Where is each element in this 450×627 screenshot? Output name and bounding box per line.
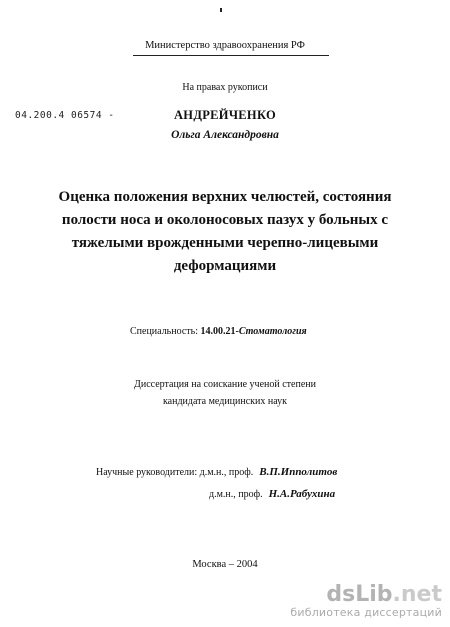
header-rule [133,55,329,56]
supervisor-line-1 [96,466,337,478]
specialty-field: Стоматология [238,326,307,337]
specialty-line [130,326,307,337]
watermark-logo [290,584,442,606]
watermark-logo-domain: .net [392,582,442,607]
supervisor-name-2: Н.А.Рабухина [268,488,336,500]
supervisor-2-prefix: д.м.н., проф. [209,489,263,500]
specialty-code: 14.00.21- [200,326,239,337]
title-line: деформациями [173,258,277,274]
watermark-logo-main: dsLib [326,582,393,607]
degree-line-2: кандидата медицинских наук [162,396,288,407]
supervisor-name-1: В.П.Ипполитов [259,466,338,478]
title-line: Оценка положения верхних челюстей, состояния [58,189,392,205]
dslib-watermark [290,584,442,619]
manuscript-rights-note: На правах рукописи [182,82,268,93]
specialty-label: Специальность: [130,326,201,337]
archive-stamp: 04.200.4 06574 - [15,110,115,121]
title-line: полости носа и околоносовых пазух у больных с [61,212,389,228]
supervisor-line-2 [209,488,335,500]
scan-mark [220,8,222,12]
dissertation-degree [0,376,450,410]
watermark-subtitle: библиотека диссертаций [290,606,442,619]
author-surname: АНДРЕЙЧЕНКО [173,108,277,122]
author-given-names: Ольга Александровна [171,129,279,141]
city-year: Москва – 2004 [192,559,258,570]
title-line: тяжелыми врожденными черепно-лицевыми [71,235,379,251]
thesis-title [40,186,410,278]
degree-line-1: Диссертация на соискание ученой степени [134,379,316,390]
ministry-name: Министерство здравоохранения РФ [145,40,305,51]
supervisors-label: Научные руководители: д.м.н., проф. [96,467,254,478]
